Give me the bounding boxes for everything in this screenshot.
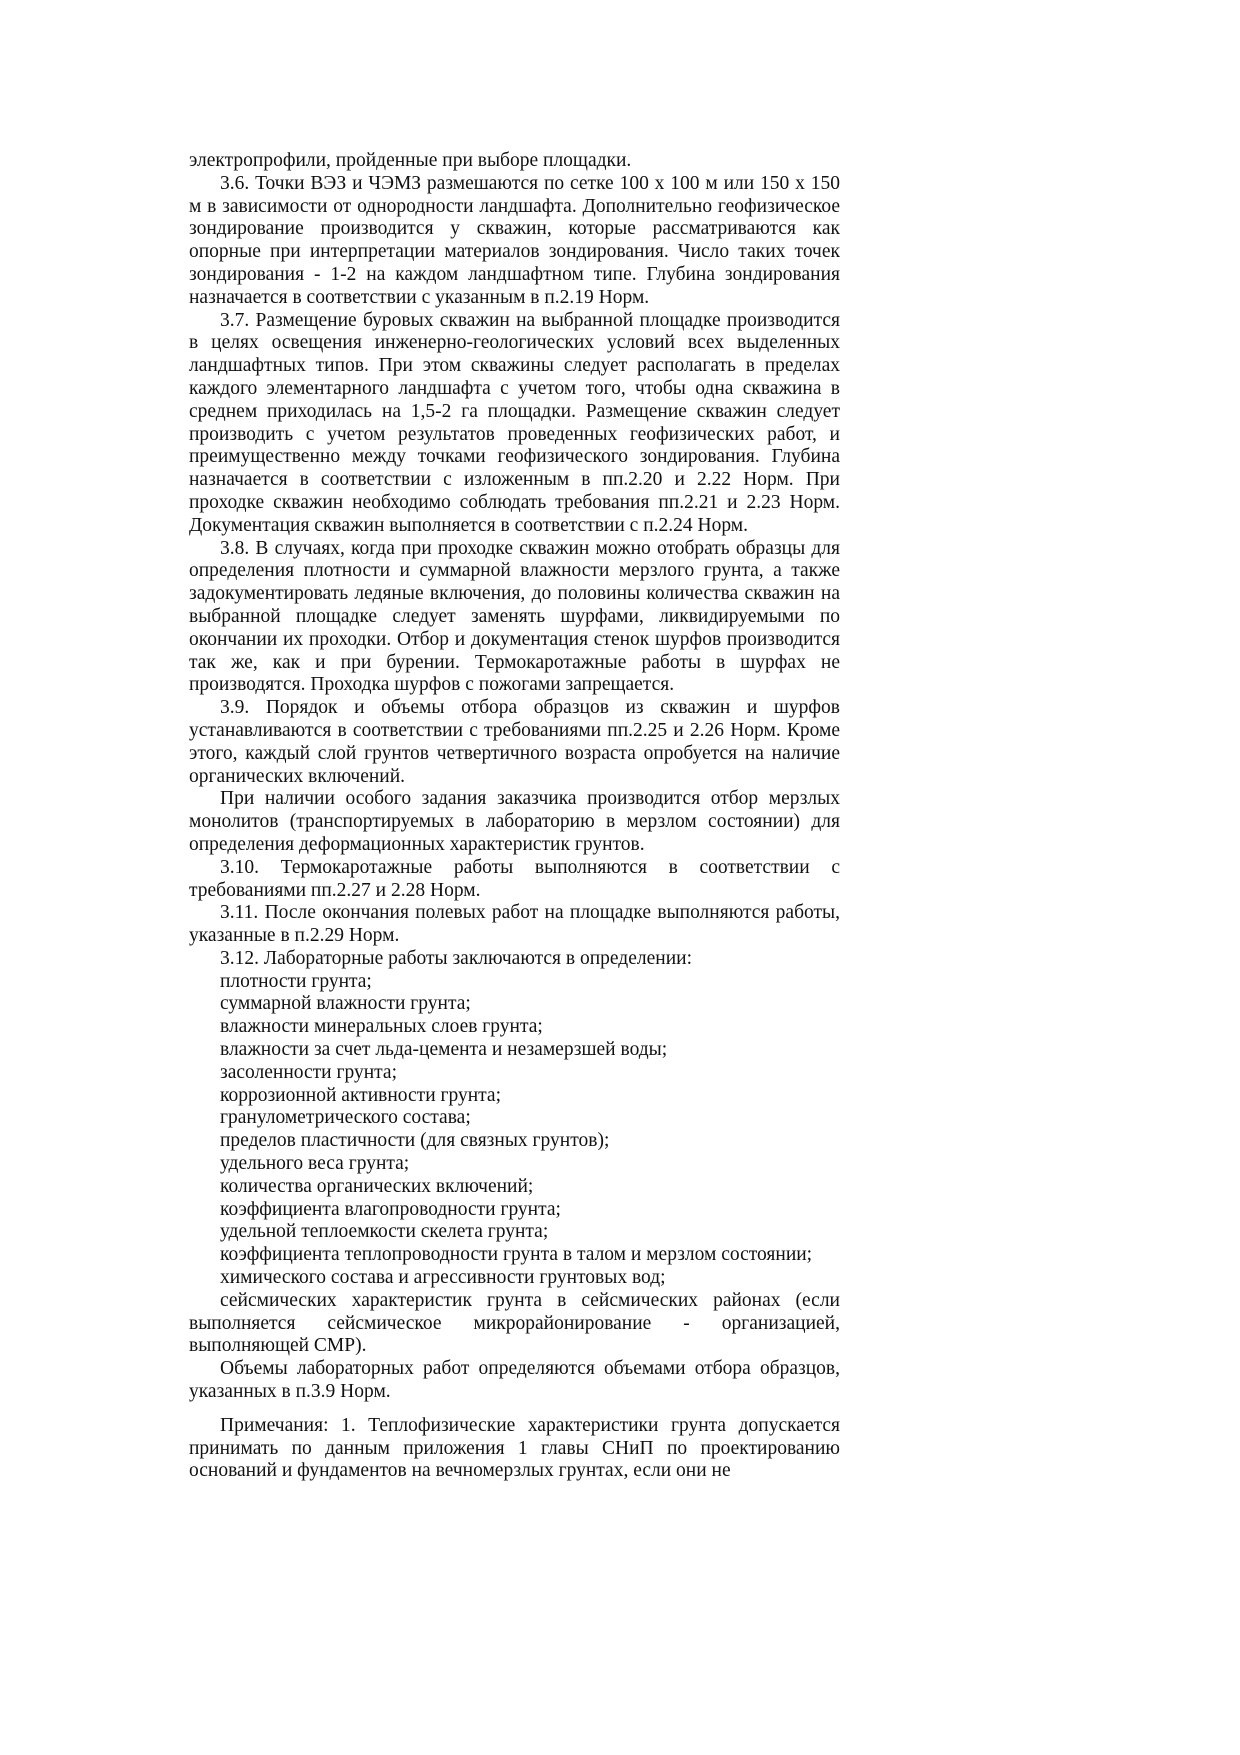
list-item: пределов пластичности (для связных грунтов); <box>220 1130 610 1152</box>
list-item: коррозионной активности грунта; <box>220 1084 502 1106</box>
paragraph-3-9: 3.9. Порядок и объемы отбора образцов из скважин и шурфов устанавливаются в соответствии с требованиями пп.2.25 и 2.26 Норм. Кроме этого, каждый слой грунтов четвертичного возраста опробуется на наличие органических включений. <box>189 697 840 787</box>
list-item: плотности грунта; <box>220 970 372 992</box>
list-item: удельной теплоемкости скелета грунта; <box>220 1221 549 1243</box>
lab-work-list <box>189 971 840 1359</box>
list-item: удельного веса грунта; <box>220 1153 410 1175</box>
paragraph-3-10: 3.10. Термокаротажные работы выполняются в соответствии с требованиями пп.2.27 и 2.28 Норм. <box>189 856 840 901</box>
paragraph-gap <box>189 1404 840 1415</box>
list-item: сейсмических характеристик грунта в сейсмических районах (если выполняется сейсмическое микрорайонирование - организацией, выполняющей СМР). <box>189 1289 840 1357</box>
list-item: влажности минеральных слоев грунта; <box>220 1016 543 1038</box>
list-item: коэффициента теплопроводности грунта в талом и мерзлом состоянии; <box>220 1244 813 1266</box>
paragraph-intro: электропрофили, пройденные при выборе площадки. <box>189 150 632 171</box>
document-page <box>189 150 840 1483</box>
paragraph-3-12: 3.12. Лабораторные работы заключаются в определении: <box>220 947 692 969</box>
list-item: засоленности грунта; <box>220 1061 397 1083</box>
list-item: коэффициента влагопроводности грунта; <box>220 1198 561 1220</box>
paragraph-3-11: 3.11. После окончания полевых работ на площадке выполняются работы, указанные в п.2.29 Норм. <box>189 902 840 947</box>
paragraph-3-7: 3.7. Размещение буровых скважин на выбранной площадке производится в целях освещения инженерно-геологических условий всех выделенных ландшафтных типов. При этом скважины следует располагать в пределах каждого элементарного ландшафта с учетом того, чтобы одна скважина в среднем приходилась на 1,5-2 га площадки. Размещение скважин следует производить с учетом результатов проведенных геофизических работ, и преимущественно между точками геофизического зондирования. Глубина назначается в соответствии с изложенным в пп.2.20 и 2.22 Норм. При проходке скважин необходимо соблюдать требования пп.2.21 и 2.23 Норм. Документация скважин выполняется в соответствии с п.2.24 Норм. <box>189 309 840 536</box>
paragraph-notes: Примечания: 1. Теплофизические характеристики грунта допускается принимать по данным приложения 1 главы СНиП по проектированию оснований и фундаментов на вечномерзлых грунтах, если они не <box>189 1414 840 1482</box>
list-item: гранулометрического состава; <box>220 1107 471 1129</box>
list-item: влажности за счет льда-цемента и незамерзшей воды; <box>220 1039 668 1061</box>
paragraph-3-6: 3.6. Точки ВЭЗ и ЧЭМЗ размешаются по сетке 100 х 100 м или 150 х 150 м в зависимости от однородности ландшафта. Дополнительно геофизическое зондирование производится у скважин, которые рассматриваются как опорные при интерпретации материалов зондирования. Число таких точек зондирования - 1-2 на каждом ландшафтном типе. Глубина зондирования назначается в соответствии с указанным в п.2.19 Норм. <box>189 172 840 308</box>
list-item: суммарной влажности грунта; <box>220 993 471 1015</box>
list-item: химического состава и агрессивности грунтовых вод; <box>220 1267 666 1289</box>
paragraph-3-8: 3.8. В случаях, когда при проходке скважин можно отобрать образцы для определения плотности и суммарной влажности мерзлого грунта, а также задокументировать ледяные включения, до половины количества скважин на выбранной площадке следует заменять шурфами, ликвидируемыми по окончании их проходки. Отбор и документация стенок шурфов производится так же, как и при бурении. Термокаротажные работы в шурфах не производятся. Проходка шурфов с пожогами запрещается. <box>189 537 840 696</box>
list-item: количества органических включений; <box>220 1175 534 1197</box>
paragraph-special-order: При наличии особого задания заказчика производится отбор мерзлых монолитов (транспортируемых в лабораторию в мерзлом состоянии) для определения деформационных характеристик грунтов. <box>189 788 840 855</box>
paragraph-lab-volumes: Объемы лабораторных работ определяются объемами отбора образцов, указанных в п.3.9 Норм. <box>189 1358 840 1403</box>
